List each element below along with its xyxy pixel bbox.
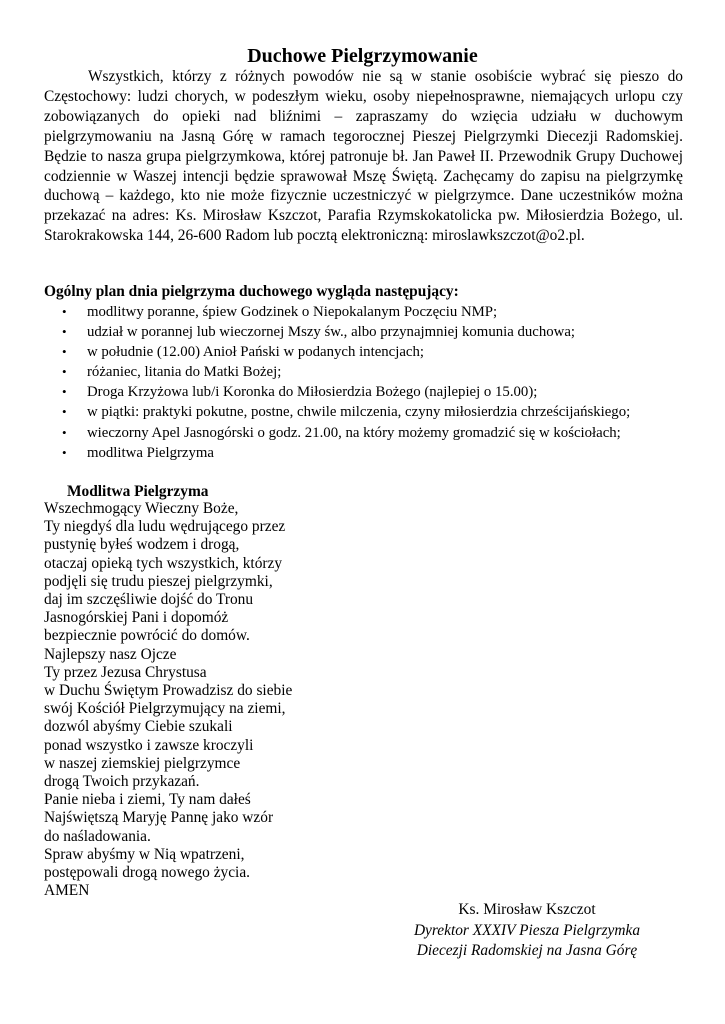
prayer-line: Ty przez Jezusa Chrystusa <box>44 663 207 681</box>
prayer-line: Jasnogórskiej Pani i dopomóż <box>44 609 229 627</box>
prayer-line: Ty niegdyś dla ludu wędrującego przez <box>44 518 286 536</box>
intro-paragraph: Wszystkich, którzy z różnych powodów nie są w stanie osobiście wybrać się pieszo do Częstochowy: ludzi chorych, w podeszłym wieku, osoby niepełnosprawne, niemających urlopu czy zobowiązanych do opieki nad bliźnimi – zapraszamy do wzięcia udziału w duchowym pielgrzymowaniu na Jasną Górę w ramach tegorocznej Pieszej Pielgrzymki Diecezji Radomskiej. Będzie to nasza grupa pielgrzymkowa, której patronuje bł. Jan Paweł II. Przewodnik Grupy Duchowej codziennie w Waszej intencji będzie sprawował Mszę Świętą. Zachęcamy do zapisu na pielgrzymkę duchową – każdego, kto nie może fizycznie uczestniczyć w pielgrzymce. Dane uczestników można przekazać na adres: Ks. Mirosław Kszczot, Parafia Rzymskokatolicka pw. Miłosierdzia Bożego, ul. Starokrakowska 144, 26-600 Radom lub pocztą elektroniczną: miroslawkszczot@o2.pl. <box>44 68 683 245</box>
plan-heading: Ogólny plan dnia pielgrzyma duchowego wygląda następujący: <box>44 283 459 300</box>
plan-list-item <box>60 322 630 342</box>
prayer-line: AMEN <box>44 882 90 900</box>
document-title: Duchowe Pielgrzymowanie <box>247 45 478 67</box>
plan-list-item <box>60 362 630 382</box>
prayer-line: Wszechmogący Wieczny Boże, <box>44 500 239 517</box>
plan-item-text: w południe (12.00) Anioł Pański w podanych intencjach; <box>87 344 424 361</box>
prayer-title: Modlitwa Pielgrzyma <box>67 483 209 500</box>
prayer-line: Spraw abyśmy w Nią wpatrzeni, <box>44 845 245 863</box>
prayer-text <box>44 500 292 900</box>
plan-list-item <box>60 402 630 422</box>
signature-block <box>382 900 672 962</box>
bullet-icon: • <box>62 344 67 360</box>
plan-item-text: w piątki: praktyki pokutne, postne, chwile milczenia, czyny miłosierdzia chrześcijańskiego; <box>87 404 631 421</box>
signature-name: Ks. Mirosław Kszczot <box>458 901 596 918</box>
bullet-icon: • <box>62 364 67 380</box>
plan-item-text: różaniec, litania do Matki Bożej; <box>87 364 282 381</box>
prayer-line: drogą Twoich przykazań. <box>44 773 200 791</box>
prayer-line: Panie nieba i ziemi, Ty nam dałeś <box>44 791 251 809</box>
bullet-icon: • <box>62 424 67 440</box>
plan-item-text: modlitwa Pielgrzyma <box>87 444 214 461</box>
prayer-line: do naśladowania. <box>44 827 151 845</box>
plan-list-item <box>60 302 630 322</box>
bullet-icon: • <box>62 324 67 340</box>
prayer-line: pustynię byłeś wodzem i drogą, <box>44 536 240 554</box>
bullet-icon: • <box>62 444 67 460</box>
bullet-icon: • <box>62 384 67 400</box>
prayer-line: postępowali drogą nowego życia. <box>44 864 251 882</box>
bullet-icon: • <box>62 404 67 420</box>
prayer-line: Najlepszy nasz Ojcze <box>44 645 177 663</box>
prayer-line: dozwól abyśmy Ciebie szukali <box>44 718 233 736</box>
prayer-line: Najświętszą Maryję Pannę jako wzór <box>44 809 274 827</box>
prayer-line: podjęli się trudu pieszej pielgrzymki, <box>44 572 273 590</box>
prayer-line: daj im szczęśliwie dojść do Tronu <box>44 591 254 609</box>
plan-list-item <box>60 423 630 443</box>
prayer-line: w Duchu Świętym Prowadzisz do siebie <box>44 682 293 700</box>
plan-item-text: modlitwy poranne, śpiew Godzinek o Niepokalanym Poczęciu NMP; <box>87 304 498 320</box>
plan-item-text: wieczorny Apel Jasnogórski o godz. 21.00, na który możemy gromadzić się w kościołach; <box>87 424 621 441</box>
prayer-line: ponad wszystko i zawsze kroczyli <box>44 736 254 754</box>
prayer-line: swój Kościół Pielgrzymujący na ziemi, <box>44 700 286 718</box>
prayer-line: otaczaj opieką tych wszystkich, którzy <box>44 554 283 572</box>
signature-diocese: Diecezji Radomskiej na Jasna Górę <box>416 942 638 959</box>
bullet-icon: • <box>62 304 67 319</box>
prayer-line: w naszej ziemskiej pielgrzymce <box>44 754 241 772</box>
plan-item-text: Droga Krzyżowa lub/i Koronka do Miłosierdzia Bożego (najlepiej o 15.00); <box>87 384 538 401</box>
plan-list-item <box>60 382 630 402</box>
plan-list <box>60 302 630 463</box>
plan-list-item <box>60 443 630 463</box>
plan-list-item <box>60 342 630 362</box>
signature-role: Dyrektor XXXIV Piesza Pielgrzymka <box>413 921 641 939</box>
prayer-line: bezpiecznie powrócić do domów. <box>44 627 250 645</box>
plan-item-text: udział w porannej lub wieczornej Mszy św., albo przynajmniej komunia duchowa; <box>87 324 576 341</box>
